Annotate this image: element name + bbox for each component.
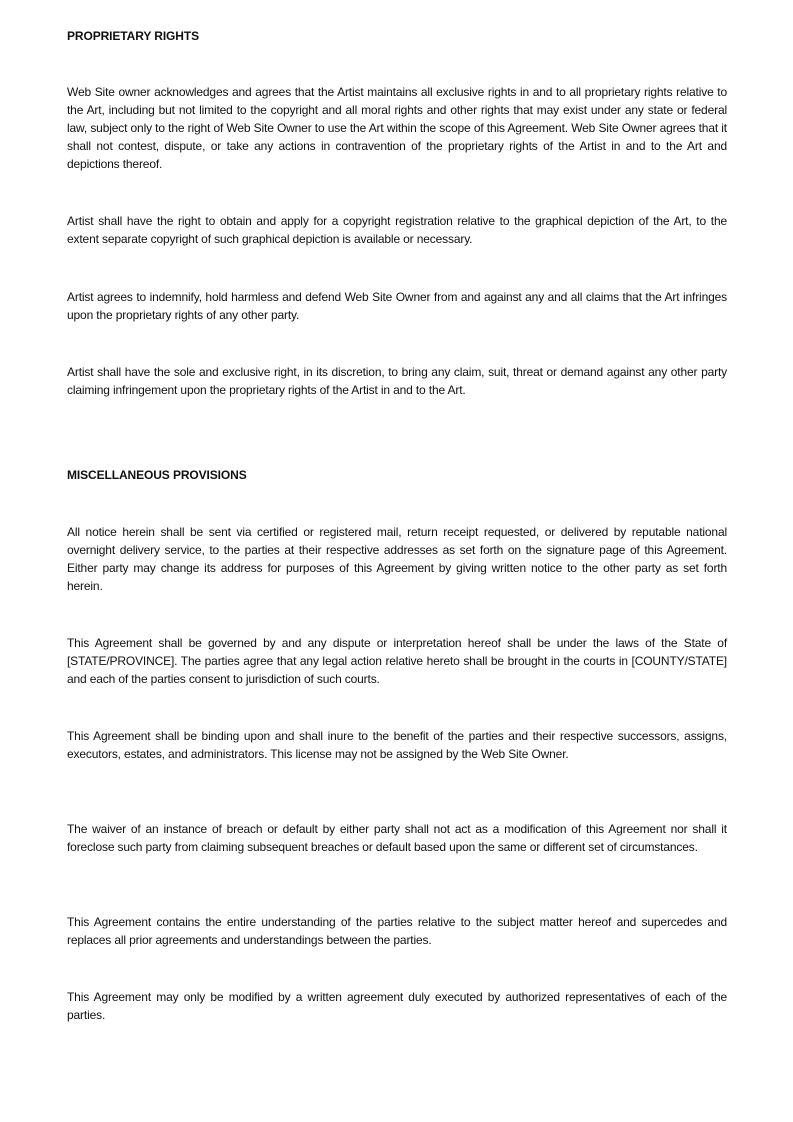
- paragraph-proprietary-rights-1: Web Site owner acknowledges and agrees that the Artist maintains all exclusive rights in and to all proprietary rights relative to the Art, including but not limited to the copyright and all moral rights and other rights that may exist under any state or federal law, subject only to the right of Web Site Owner to use the Art within the scope of this Agreement. Web Site Owner agrees that it shall not contest, dispute, or take any actions in contravention of the proprietary rights of the Artist in and to the Art and depictions thereof.: [67, 85, 727, 171]
- paragraph-proprietary-rights-2: Artist shall have the right to obtain and apply for a copyright registration relative to the graphical depiction of the Art, to the extent separate copyright of such graphical depiction is available or necessary.: [67, 214, 727, 246]
- section-heading-proprietary-rights: PROPRIETARY RIGHTS: [67, 29, 199, 43]
- paragraph-miscellaneous-5: This Agreement contains the entire understanding of the parties relative to the subject matter hereof and supercedes and replaces all prior agreements and understandings between the parties.: [67, 915, 727, 947]
- paragraph-miscellaneous-1: All notice herein shall be sent via certified or registered mail, return receipt requested, or delivered by reputable national overnight delivery service, to the parties at their respective addresses as set forth on the signature page of this Agreement. Either party may change its address for purposes of this Agreement by giving written notice to the other party as set forth herein.: [67, 525, 727, 593]
- paragraph-miscellaneous-2: This Agreement shall be governed by and any dispute or interpretation hereof shall be under the laws of the State of [STATE/PROVINCE]. The parties agree that any legal action relative hereto shall be brought in the courts in [COUNTY/STATE] and each of the parties consent to jurisdiction of such courts.: [67, 636, 727, 686]
- paragraph-miscellaneous-6: This Agreement may only be modified by a written agreement duly executed by authorized representatives of each of the parties.: [67, 990, 727, 1022]
- paragraph-miscellaneous-4: The waiver of an instance of breach or default by either party shall not act as a modification of this Agreement nor shall it foreclose such party from claiming subsequent breaches or default based upon the same or different set of circumstances.: [67, 822, 727, 854]
- document-page: [67, 0, 727, 1122]
- paragraph-miscellaneous-3: This Agreement shall be binding upon and shall inure to the benefit of the parties and their respective successors, assigns, executors, estates, and administrators. This license may not be assigned by the Web Site Owner.: [67, 729, 727, 761]
- section-heading-miscellaneous-provisions: MISCELLANEOUS PROVISIONS: [67, 468, 247, 482]
- paragraph-proprietary-rights-3: Artist agrees to indemnify, hold harmless and defend Web Site Owner from and against any and all claims that the Art infringes upon the proprietary rights of any other party.: [67, 290, 727, 322]
- paragraph-proprietary-rights-4: Artist shall have the sole and exclusive right, in its discretion, to bring any claim, suit, threat or demand against any other party claiming infringement upon the proprietary rights of the Artist in and to the Art.: [67, 365, 727, 397]
